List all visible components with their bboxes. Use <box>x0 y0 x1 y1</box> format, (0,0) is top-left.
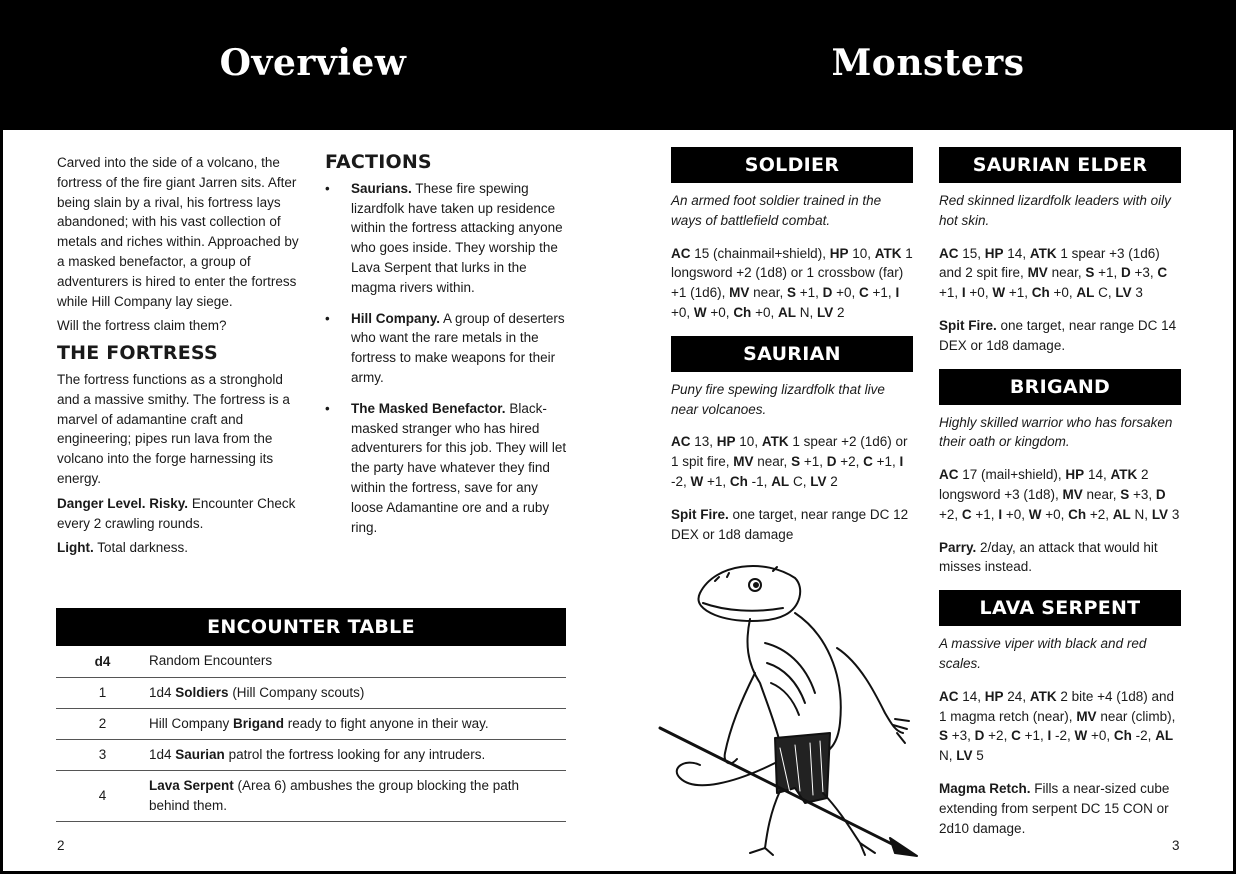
stat-label: AL <box>777 304 796 320</box>
stat-value: +2, <box>1086 506 1113 522</box>
stat-value: near (climb), <box>1096 708 1176 724</box>
statblock-description: An armed foot soldier trained in the ways of battlefield combat. <box>671 193 882 228</box>
stat-value: 24, <box>1003 688 1030 704</box>
statblock-title: BRIGAND <box>939 369 1181 405</box>
danger-text: Encounter Check every 2 crawling rounds. <box>57 495 296 531</box>
stat-label: AC <box>671 434 691 450</box>
stat-value: +1, <box>1005 285 1032 301</box>
stat-label: AL <box>1155 728 1174 744</box>
page-number-left: 2 <box>57 838 65 853</box>
stat-label: HP <box>829 245 849 261</box>
stat-value: 10, <box>848 245 875 261</box>
stat-value: 1 longsword +2 (1d8) or 1 crossbow (far) +1 (1d6), <box>671 245 913 301</box>
page-number-right: 3 <box>1172 838 1180 853</box>
stat-label: LV <box>956 748 973 764</box>
stat-label: Ch <box>733 304 752 320</box>
stat-label: I <box>895 285 900 301</box>
stat-label: AL <box>1112 506 1131 522</box>
stat-label: Ch <box>729 473 748 489</box>
stat-value: 2 longsword +3 (1d8), <box>939 467 1149 502</box>
result-cell: Hill Company Brigand ready to fight anyone in their way. <box>149 715 489 731</box>
statblock-ability: Magma Retch. Fills a near-sized cube extending from serpent DC 15 CON or 2d10 damage. <box>939 780 1170 836</box>
statblock-ability: Parry. 2/day, an attack that would hit misses instead. <box>939 539 1158 575</box>
stat-label: LV <box>810 473 827 489</box>
statblock-saurian-elder <box>939 147 1181 356</box>
stat-label: MV <box>1076 708 1097 724</box>
stat-label: D <box>974 728 985 744</box>
overview-column <box>57 153 302 563</box>
stat-label: S <box>1120 486 1130 502</box>
lizardfolk-spearman-illustration <box>655 553 925 858</box>
stat-label: C <box>961 506 972 522</box>
stat-value: C, <box>1094 285 1116 301</box>
stat-label: W <box>1028 506 1042 522</box>
monsters-column-right <box>939 147 1181 851</box>
stat-value: +3, <box>1130 265 1158 281</box>
stat-label: S <box>791 454 801 470</box>
result-cell: 1d4 Soldiers (Hill Company scouts) <box>149 684 365 700</box>
stat-label: ATK <box>874 245 902 261</box>
stat-value: 1 spear +2 (1d6) or 1 spit fire, <box>671 434 908 470</box>
stat-value: +1, <box>800 454 827 470</box>
stat-value: +2, <box>836 454 864 470</box>
factions-list <box>325 179 570 538</box>
faction-text: These fire spewing lizardfolk have taken up residence within the fortress attacking anyone who goes inside. They worship the Lava Serpent that lurks in the magma rivers within. <box>351 180 563 295</box>
stat-label: MV <box>1062 486 1083 502</box>
stat-label: I <box>998 506 1003 522</box>
fortress-paragraph: The fortress functions as a stronghold and a massive smithy. The fortress is a marvel of adamantine craft and engineering; pipes run lava from the volcano into the forge harnessing its energy. <box>57 371 290 486</box>
stat-label: LV <box>816 304 834 320</box>
stat-value: +0, <box>832 285 860 301</box>
roll-cell: 2 <box>98 716 107 731</box>
stat-label: C <box>1157 265 1168 281</box>
stat-label: AC <box>671 245 691 261</box>
stat-value: +0, <box>1002 506 1029 522</box>
stat-label: D <box>822 285 833 301</box>
stat-label: C <box>859 285 869 301</box>
statblock-stats <box>939 687 1181 766</box>
statblock-stats <box>939 465 1181 524</box>
stat-label: AC <box>939 688 959 704</box>
stat-value: -2, <box>1051 728 1075 744</box>
stat-value: +0, <box>706 304 734 320</box>
stat-value: +1, <box>1020 728 1048 744</box>
stat-label: I <box>1047 728 1052 744</box>
stat-label: MV <box>729 285 750 301</box>
stat-value: near, <box>1047 265 1086 281</box>
stat-label: W <box>1074 728 1088 744</box>
table-header-row <box>56 646 566 677</box>
statblock-stats <box>939 244 1181 303</box>
faction-text: Black-masked stranger who has hired adventurers for this job. They will let the party have whatever they find within the fortress, save for any loose Adamantine ore and a ruby ring. <box>351 400 567 535</box>
statblock-title: SAURIAN ELDER <box>939 147 1181 183</box>
stat-value: +1, <box>939 285 962 301</box>
statblock-description: Red skinned lizardfolk leaders with oily hot skin. <box>939 193 1171 228</box>
statblock-brigand <box>939 369 1181 578</box>
table-row <box>56 739 566 770</box>
stat-value: 13, <box>690 434 717 450</box>
bullet-icon: • <box>325 310 330 326</box>
statblock-title: SAURIAN <box>671 336 913 372</box>
stat-label: Ch <box>1068 506 1087 522</box>
statblock-saurian <box>671 336 913 545</box>
stat-value: +0, <box>1049 285 1077 301</box>
stat-value: 10, <box>735 434 762 450</box>
stat-value: near, <box>749 285 787 301</box>
intro-paragraph: Carved into the side of a volcano, the fortress of the fire giant Jarren sits. After being slain by a rival, his fortress lays abandoned; with his vast collection of metals and riches within. Approached by a masked benefactor, a group of adventurers is hired to enter the fortress while Hill Company lay siege. <box>57 155 299 309</box>
statblock-title: LAVA SERPENT <box>939 590 1181 626</box>
statblock-description: Puny fire spewing lizardfolk that live near volcanoes. <box>671 381 885 417</box>
stat-label: ATK <box>1029 688 1057 704</box>
stat-value: -2, <box>671 473 691 489</box>
stat-label: C <box>863 454 873 470</box>
statblock-stats <box>671 432 913 491</box>
stat-value: -1, <box>747 473 772 489</box>
faction-name: Saurians. <box>351 180 412 196</box>
stat-value: +1, <box>971 506 999 522</box>
stat-label: ATK <box>761 434 789 450</box>
stat-label: S <box>939 728 949 744</box>
danger-label: Danger Level. Risky. <box>57 495 189 511</box>
stat-label: D <box>826 454 837 470</box>
stat-label: S <box>786 285 796 301</box>
statblock-stats <box>671 244 913 323</box>
header-banner <box>0 0 1236 130</box>
stat-label: ATK <box>1029 245 1057 261</box>
stat-value: 2 bite +4 (1d8) and 1 magma retch (near), <box>939 688 1175 724</box>
stat-value: near, <box>1082 486 1121 502</box>
stat-label: D <box>1121 265 1131 281</box>
stat-value: +1, <box>1094 265 1122 281</box>
stat-label: S <box>1085 265 1095 281</box>
stat-label: C <box>1011 728 1021 744</box>
stat-value: +3, <box>1129 486 1156 502</box>
stat-label: LV <box>1151 506 1169 522</box>
monsters-column-left <box>671 147 913 557</box>
faction-item <box>325 309 570 388</box>
stat-value: 15, <box>958 245 985 261</box>
faction-name: Hill Company. <box>351 310 441 326</box>
factions-column <box>325 153 570 548</box>
stat-value: +1, <box>703 473 730 489</box>
light-label: Light. <box>57 540 94 556</box>
stat-value: +1, <box>872 454 900 470</box>
stat-value: 5 <box>972 748 984 764</box>
stat-value: +0, <box>1041 506 1069 522</box>
stat-value: 14, <box>1003 245 1030 261</box>
stat-value: +0, <box>1087 728 1114 744</box>
stat-value: C, <box>789 473 811 489</box>
stat-value: 1 spear +3 (1d6) and 2 spit fire, <box>939 245 1160 281</box>
light-text: Total darkness. <box>93 540 189 556</box>
stat-value: +0, <box>751 304 778 320</box>
stat-value: N, <box>1130 506 1152 522</box>
stat-label: W <box>693 304 707 320</box>
stat-label: Ch <box>1113 728 1132 744</box>
stat-label: W <box>690 473 704 489</box>
light-level <box>57 538 302 558</box>
stat-value: 3 <box>1168 506 1180 522</box>
bullet-icon: • <box>325 180 330 196</box>
stat-label: W <box>992 285 1006 301</box>
faction-text: A group of deserters who want the rare metals in the fortress to make weapons for their army. <box>351 310 565 385</box>
table-row <box>56 708 566 739</box>
stat-value: N, <box>939 748 957 764</box>
statblock-description: Highly skilled warrior who has forsaken their oath or kingdom. <box>939 414 1173 450</box>
statblock-description: A massive viper with black and red scales. <box>939 636 1147 671</box>
statblock-lava-serpent <box>939 590 1181 838</box>
stat-label: AL <box>771 473 790 489</box>
monsters-title: Monsters <box>831 42 1025 84</box>
stat-label: MV <box>1027 265 1048 281</box>
result-cell: Lava Serpent (Area 6) ambushes the group blocking the path behind them. <box>149 777 519 813</box>
faction-name: The Masked Benefactor. <box>351 400 506 416</box>
stat-value: N, <box>795 304 817 320</box>
stat-label: HP <box>1065 467 1085 483</box>
statblock-ability: Spit Fire. one target, near range DC 12 DEX or 1d8 damage <box>671 506 909 542</box>
stat-value: +1, <box>868 285 896 301</box>
result-column-header: Random Encounters <box>149 653 273 669</box>
stat-label: AC <box>939 467 959 483</box>
stat-value: +1, <box>795 285 823 301</box>
stat-value: 14, <box>958 688 985 704</box>
encounter-grid <box>56 646 566 822</box>
result-cell: 1d4 Saurian patrol the fortress looking for any intruders. <box>149 746 486 762</box>
danger-level <box>57 494 302 534</box>
encounter-table-title: ENCOUNTER TABLE <box>56 608 566 646</box>
stat-label: I <box>899 454 904 470</box>
stat-label: D <box>1155 486 1166 502</box>
stat-value: +0, <box>671 304 694 320</box>
bullet-icon: • <box>325 400 330 416</box>
stat-value: -2, <box>1131 728 1156 744</box>
table-row <box>56 677 566 708</box>
roll-cell: 1 <box>98 685 107 700</box>
stat-value: 17 (mail+shield), <box>958 467 1066 483</box>
statblock-soldier <box>671 147 913 323</box>
stat-label: Ch <box>1031 285 1050 301</box>
stat-value: +0, <box>965 285 993 301</box>
encounter-table <box>56 608 566 822</box>
fortress-heading: THE FORTRESS <box>57 342 218 365</box>
stat-value: 2 <box>826 473 838 489</box>
factions-heading: FACTIONS <box>325 151 432 173</box>
stat-value: 3 <box>1131 285 1143 301</box>
stat-label: LV <box>1115 285 1132 301</box>
stat-value: +2, <box>984 728 1012 744</box>
stat-label: AC <box>939 245 959 261</box>
die-column-header: d4 <box>94 653 111 669</box>
stat-value: 14, <box>1084 467 1111 483</box>
intro-question: Will the fortress claim them? <box>57 318 227 334</box>
table-row <box>56 770 566 821</box>
stat-value: near, <box>753 454 792 470</box>
faction-item <box>325 179 570 298</box>
stat-value: +2, <box>939 506 962 522</box>
roll-cell: 3 <box>98 747 107 762</box>
stat-value: +3, <box>948 728 975 744</box>
stat-label: HP <box>984 688 1004 704</box>
statblock-title: SOLDIER <box>671 147 913 183</box>
stat-value: 15 (chainmail+shield), <box>690 245 830 261</box>
stat-label: HP <box>716 434 736 450</box>
statblock-ability: Spit Fire. one target, near range DC 14 DEX or 1d8 damage. <box>939 317 1177 353</box>
stat-label: ATK <box>1110 467 1138 483</box>
stat-label: HP <box>984 245 1004 261</box>
stat-value: 2 <box>833 304 845 320</box>
roll-cell: 4 <box>98 788 107 803</box>
stat-label: MV <box>733 454 754 470</box>
overview-title: Overview <box>219 42 407 84</box>
stat-label: I <box>961 285 966 301</box>
stat-label: AL <box>1076 285 1095 301</box>
faction-item <box>325 399 570 538</box>
